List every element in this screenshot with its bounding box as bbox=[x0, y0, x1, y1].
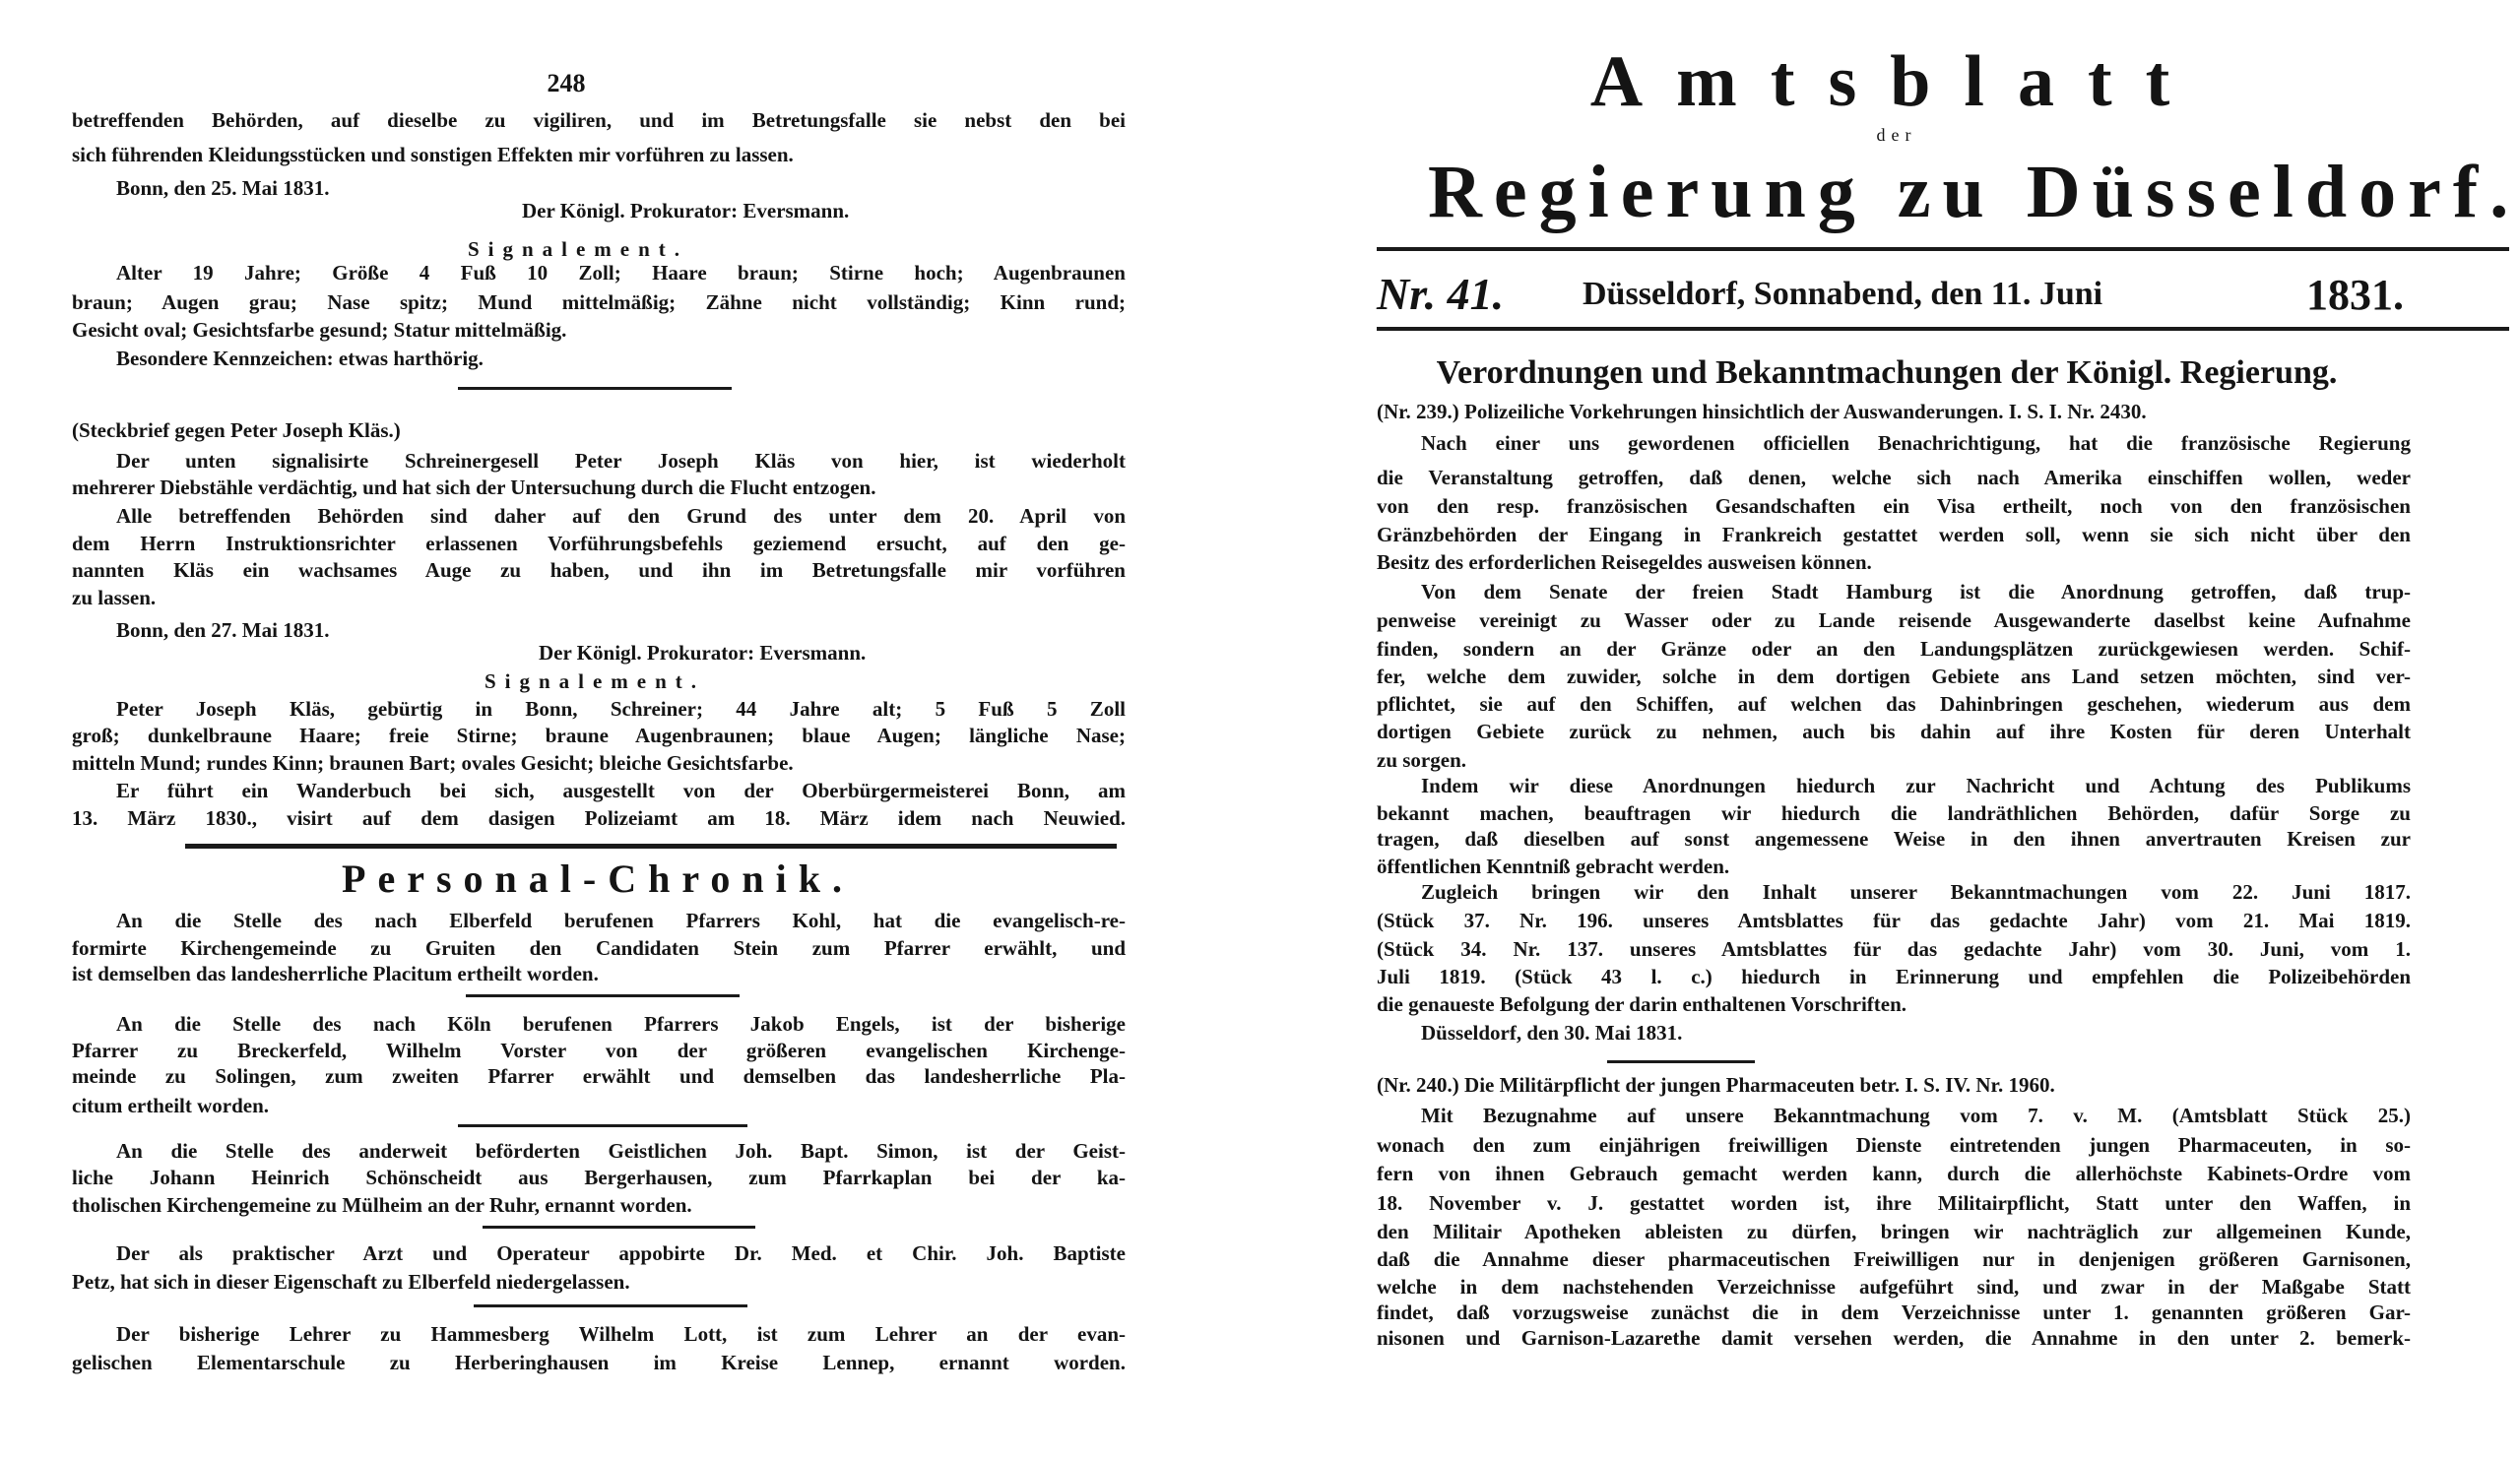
right-page-line: Juli 1819. (Stück 43 l. c.) hiedurch in Erinnerung und empfehlen die Polizeibehörden bbox=[1377, 965, 2411, 988]
left-page-line: mitteln Mund; rundes Kinn; braunen Bart; ovales Gesicht; bleiche Gesichtsfarbe. bbox=[72, 751, 794, 775]
section-heading: Personal-Chronik. bbox=[342, 856, 854, 901]
left-page-line: 13. März 1830., visirt auf dem dasigen Polizeiamt am 18. März idem nach Neuwied. bbox=[72, 806, 1126, 830]
left-page-line: Er führt ein Wanderbuch bei sich, ausgestellt von der Oberbürgermeisterei Bonn, am bbox=[116, 779, 1126, 802]
divider-rule bbox=[458, 1124, 747, 1127]
signalement-heading: Signalement. bbox=[467, 237, 689, 261]
left-page-line: sich führenden Kleidungsstücken und sonstigen Effekten mir vorführen zu lassen. bbox=[72, 143, 794, 166]
signalement-heading: Signalement. bbox=[484, 669, 706, 693]
left-page-line: braun; Augen grau; Nase spitz; Mund mittelmäßig; Zähne nicht vollständig; Kinn rund; bbox=[72, 290, 1126, 314]
left-page-line: Der bisherige Lehrer zu Hammesberg Wilhelm Lott, ist zum Lehrer an der evan- bbox=[116, 1322, 1126, 1346]
masthead-connector: der bbox=[1876, 125, 1917, 145]
right-page-line: findet, daß vorzugsweise zunächst die in dem Verzeichnisse unter 1. genannten größeren Gar- bbox=[1377, 1300, 2411, 1324]
left-page-line: citum ertheilt worden. bbox=[72, 1094, 270, 1117]
right-page-line: nisonen und Garnison-Lazarethe damit versehen werden, die Annahme in den unter 2. bemerk- bbox=[1377, 1326, 2411, 1350]
right-page-line: Von dem Senate der freien Stadt Hamburg ist die Anordnung getroffen, daß trup- bbox=[1421, 580, 2411, 603]
right-page-line: Besitz des erforderlichen Reisegeldes ausweisen können. bbox=[1377, 550, 1872, 574]
left-page-line: Der Königl. Prokurator: Eversmann. bbox=[539, 641, 867, 665]
left-page-line: groß; dunkelbraune Haare; freie Stirne; braune Augenbraunen; blaue Augen; längliche Nase; bbox=[72, 724, 1126, 747]
left-page-line: formirte Kirchengemeinde zu Gruiten den Candidaten Stein zum Pfarrer erwählt, und bbox=[72, 936, 1126, 960]
left-page-line: Alter 19 Jahre; Größe 4 Fuß 10 Zoll; Haare braun; Stirne hoch; Augenbraunen bbox=[116, 261, 1126, 285]
left-page-line: An die Stelle des nach Köln berufenen Pfarrers Jakob Engels, ist der bisherige bbox=[116, 1012, 1126, 1036]
divider-rule bbox=[474, 1304, 747, 1307]
issue-place-date: Düsseldorf, Sonnabend, den 11. Juni bbox=[1583, 276, 2103, 312]
right-page-line: welche in dem nachstehenden Verzeichnisse aufgeführt sind, und zwar in der Maßgabe Statt bbox=[1377, 1275, 2411, 1299]
left-page-line: mehrerer Diebstähle verdächtig, und hat sich der Untersuchung durch die Flucht entzogen. bbox=[72, 476, 876, 499]
page-number: 248 bbox=[547, 69, 586, 97]
left-page-line: Der unten signalisirte Schreinergesell Peter Joseph Kläs von hier, ist wiederholt bbox=[116, 449, 1126, 473]
divider-rule bbox=[483, 1226, 755, 1229]
left-page-line: zu lassen. bbox=[72, 586, 157, 609]
right-page-line: Düsseldorf, den 30. Mai 1831. bbox=[1421, 1021, 1683, 1045]
right-page-line: tragen, daß dieselben auf sonst angemessene Weise in den ihnen anvertrauten Kreisen zur bbox=[1377, 827, 2411, 851]
masthead-rule-top bbox=[1377, 247, 2509, 251]
left-page-line: meinde zu Solingen, zum zweiten Pfarrer erwählt und demselben das landesherrliche Pla- bbox=[72, 1064, 1126, 1088]
masthead-title: Amtsblatt bbox=[1589, 41, 2204, 122]
left-page-line: nannten Kläs ein wachsames Auge zu haben, und ihn im Betretungsfalle mir vorführen bbox=[72, 558, 1126, 582]
left-page-line: Der als praktischer Arzt und Operateur appobirte Dr. Med. et Chir. Joh. Baptiste bbox=[116, 1241, 1126, 1265]
left-page-line: Petz, hat sich in dieser Eigenschaft zu Elberfeld niedergelassen. bbox=[72, 1270, 630, 1294]
right-page-line: 18. November v. J. gestattet worden ist, ihre Militairpflicht, Statt unter den Waffen, in bbox=[1377, 1191, 2411, 1215]
right-page-line: daß die Annahme dieser pharmaceutischen Freiwilligen nur in denjenigen größeren Garnisonen, bbox=[1377, 1247, 2411, 1271]
left-page-line: Bonn, den 25. Mai 1831. bbox=[116, 176, 330, 200]
right-page-line: den Militair Apotheken ableisten zu dürfen, bringen wir nachträglich zur allgemeinen Kunde, bbox=[1377, 1220, 2411, 1243]
right-page-line: Nach einer uns gewordenen officiellen Benachrichtigung, hat die französische Regierung bbox=[1421, 431, 2411, 455]
right-page-line: Indem wir diese Anordnungen hiedurch zur Nachricht und Achtung des Publikums bbox=[1421, 774, 2411, 797]
right-page-line: (Stück 34. Nr. 137. unseres Amtsblattes für das gedachte Jahr) vom 30. Juni, vom 1. bbox=[1377, 937, 2411, 961]
issue-number: Nr. 41. bbox=[1377, 269, 1505, 319]
issue-year: 1831. bbox=[2306, 271, 2404, 319]
left-page-line: Der Königl. Prokurator: Eversmann. bbox=[522, 199, 850, 222]
right-page-line: dortigen Gebiete zurück zu nehmen, auch bis dahin auf ihre Kosten für deren Unterhalt bbox=[1377, 720, 2411, 743]
right-page-line: öffentlichen Kenntniß gebracht werden. bbox=[1377, 855, 1730, 878]
right-page-line: bekannt machen, beauftragen wir hiedurch die landräthlichen Behörden, dafür Sorge zu bbox=[1377, 801, 2411, 825]
left-page-line: ist demselben das landesherrliche Placitum ertheilt worden. bbox=[72, 962, 599, 985]
masthead-rule-bottom bbox=[1377, 327, 2509, 331]
right-page bbox=[1280, 0, 2520, 1459]
left-page-line: Bonn, den 27. Mai 1831. bbox=[116, 618, 330, 642]
left-page-line: Besondere Kennzeichen: etwas harthörig. bbox=[116, 347, 484, 370]
right-page-line: pflichtet, sie auf den Schiffen, auf welchen das Dahinbringen geschehen, wiederum aus dem bbox=[1377, 692, 2411, 716]
right-page-line: Zugleich bringen wir den Inhalt unserer Bekanntmachungen vom 22. Juni 1817. bbox=[1421, 880, 2411, 904]
divider-rule bbox=[185, 844, 1117, 849]
section-heading: Verordnungen und Bekanntmachungen der Königl. Regierung. bbox=[1436, 354, 2338, 391]
left-page bbox=[0, 0, 1241, 1459]
left-page-line: Gesicht oval; Gesichtsfarbe gesund; Statur mittelmäßig. bbox=[72, 318, 567, 342]
right-page-line: wonach den zum einjährigen freiwilligen Dienste eintretenden jungen Pharmaceuten, in so- bbox=[1377, 1133, 2411, 1157]
left-page-line: betreffenden Behörden, auf dieselbe zu vigiliren, und im Betretungsfalle sie nebst den bei bbox=[72, 108, 1126, 132]
right-page-line: die Veranstaltung getroffen, daß denen, welche sich nach Amerika einschiffen wollen, weder bbox=[1377, 466, 2411, 489]
left-page-line: An die Stelle des anderweit beförderten Geistlichen Joh. Bapt. Simon, ist der Geist- bbox=[116, 1139, 1126, 1163]
right-page-line: fer, welche dem zuwider, solche in dem dortigen Gebiete ans Land setzen möchten, sind ver- bbox=[1377, 665, 2411, 688]
right-page-line: Gränzbehörden der Eingang in Frankreich gestattet werden soll, wenn sie sich nicht über den bbox=[1377, 523, 2411, 546]
right-page-line: die genaueste Befolgung der darin enthaltenen Vorschriften. bbox=[1377, 992, 1907, 1016]
divider-rule bbox=[458, 387, 732, 390]
right-page-line: (Nr. 240.) Die Militärpflicht der jungen Pharmaceuten betr. I. S. IV. Nr. 1960. bbox=[1377, 1073, 2055, 1097]
left-page-line: Alle betreffenden Behörden sind daher auf den Grund des unter dem 20. April von bbox=[116, 504, 1126, 528]
right-page-line: penweise vereinigt zu Wasser oder zu Lande reisende Ausgewanderte daselbst keine Aufnahme bbox=[1377, 608, 2411, 632]
left-page-line: tholischen Kirchengemeine zu Mülheim an der Ruhr, ernannt worden. bbox=[72, 1193, 692, 1217]
right-page-line: finden, sondern an der Gränze oder an den Landungsplätzen zurückgewiesen werden. Schif- bbox=[1377, 637, 2411, 661]
right-page-line: von den resp. französischen Gesandschaften ein Visa ertheilt, noch von den französischen bbox=[1377, 494, 2411, 518]
left-page-line: (Steckbrief gegen Peter Joseph Kläs.) bbox=[72, 418, 401, 442]
left-page-line: gelischen Elementarschule zu Herberinghausen im Kreise Lennep, ernannt worden. bbox=[72, 1351, 1126, 1374]
masthead-subtitle: Regierung zu Düsseldorf. bbox=[1428, 151, 2520, 233]
left-page-line: Peter Joseph Kläs, gebürtig in Bonn, Schreiner; 44 Jahre alt; 5 Fuß 5 Zoll bbox=[116, 697, 1126, 721]
left-page-line: liche Johann Heinrich Schönscheidt aus Bergerhausen, zum Pfarrkaplan bei der ka- bbox=[72, 1166, 1126, 1189]
left-page-line: dem Herrn Instruktionsrichter erlassenen Vorführungsbefehls geziemend ersucht, auf den ge- bbox=[72, 532, 1126, 555]
right-page-line: Mit Bezugnahme auf unsere Bekanntmachung vom 7. v. M. (Amtsblatt Stück 25.) bbox=[1421, 1104, 2411, 1127]
right-page-line: (Nr. 239.) Polizeiliche Vorkehrungen hinsichtlich der Auswanderungen. I. S. I. Nr. 2430. bbox=[1377, 400, 2147, 423]
right-page-line: (Stück 37. Nr. 196. unseres Amtsblattes für das gedachte Jahr) vom 21. Mai 1819. bbox=[1377, 909, 2411, 932]
divider-rule bbox=[1607, 1060, 1755, 1063]
right-page-line: fern von ihnen Gebrauch gemacht werden kann, durch die allerhöchste Kabinets-Ordre vom bbox=[1377, 1162, 2411, 1185]
left-page-line: An die Stelle des nach Elberfeld berufenen Pfarrers Kohl, hat die evangelisch-re- bbox=[116, 909, 1126, 932]
left-page-line: Pfarrer zu Breckerfeld, Wilhelm Vorster von der größeren evangelischen Kirchenge- bbox=[72, 1039, 1126, 1062]
right-page-line: zu sorgen. bbox=[1377, 748, 1466, 772]
divider-rule bbox=[466, 994, 740, 997]
